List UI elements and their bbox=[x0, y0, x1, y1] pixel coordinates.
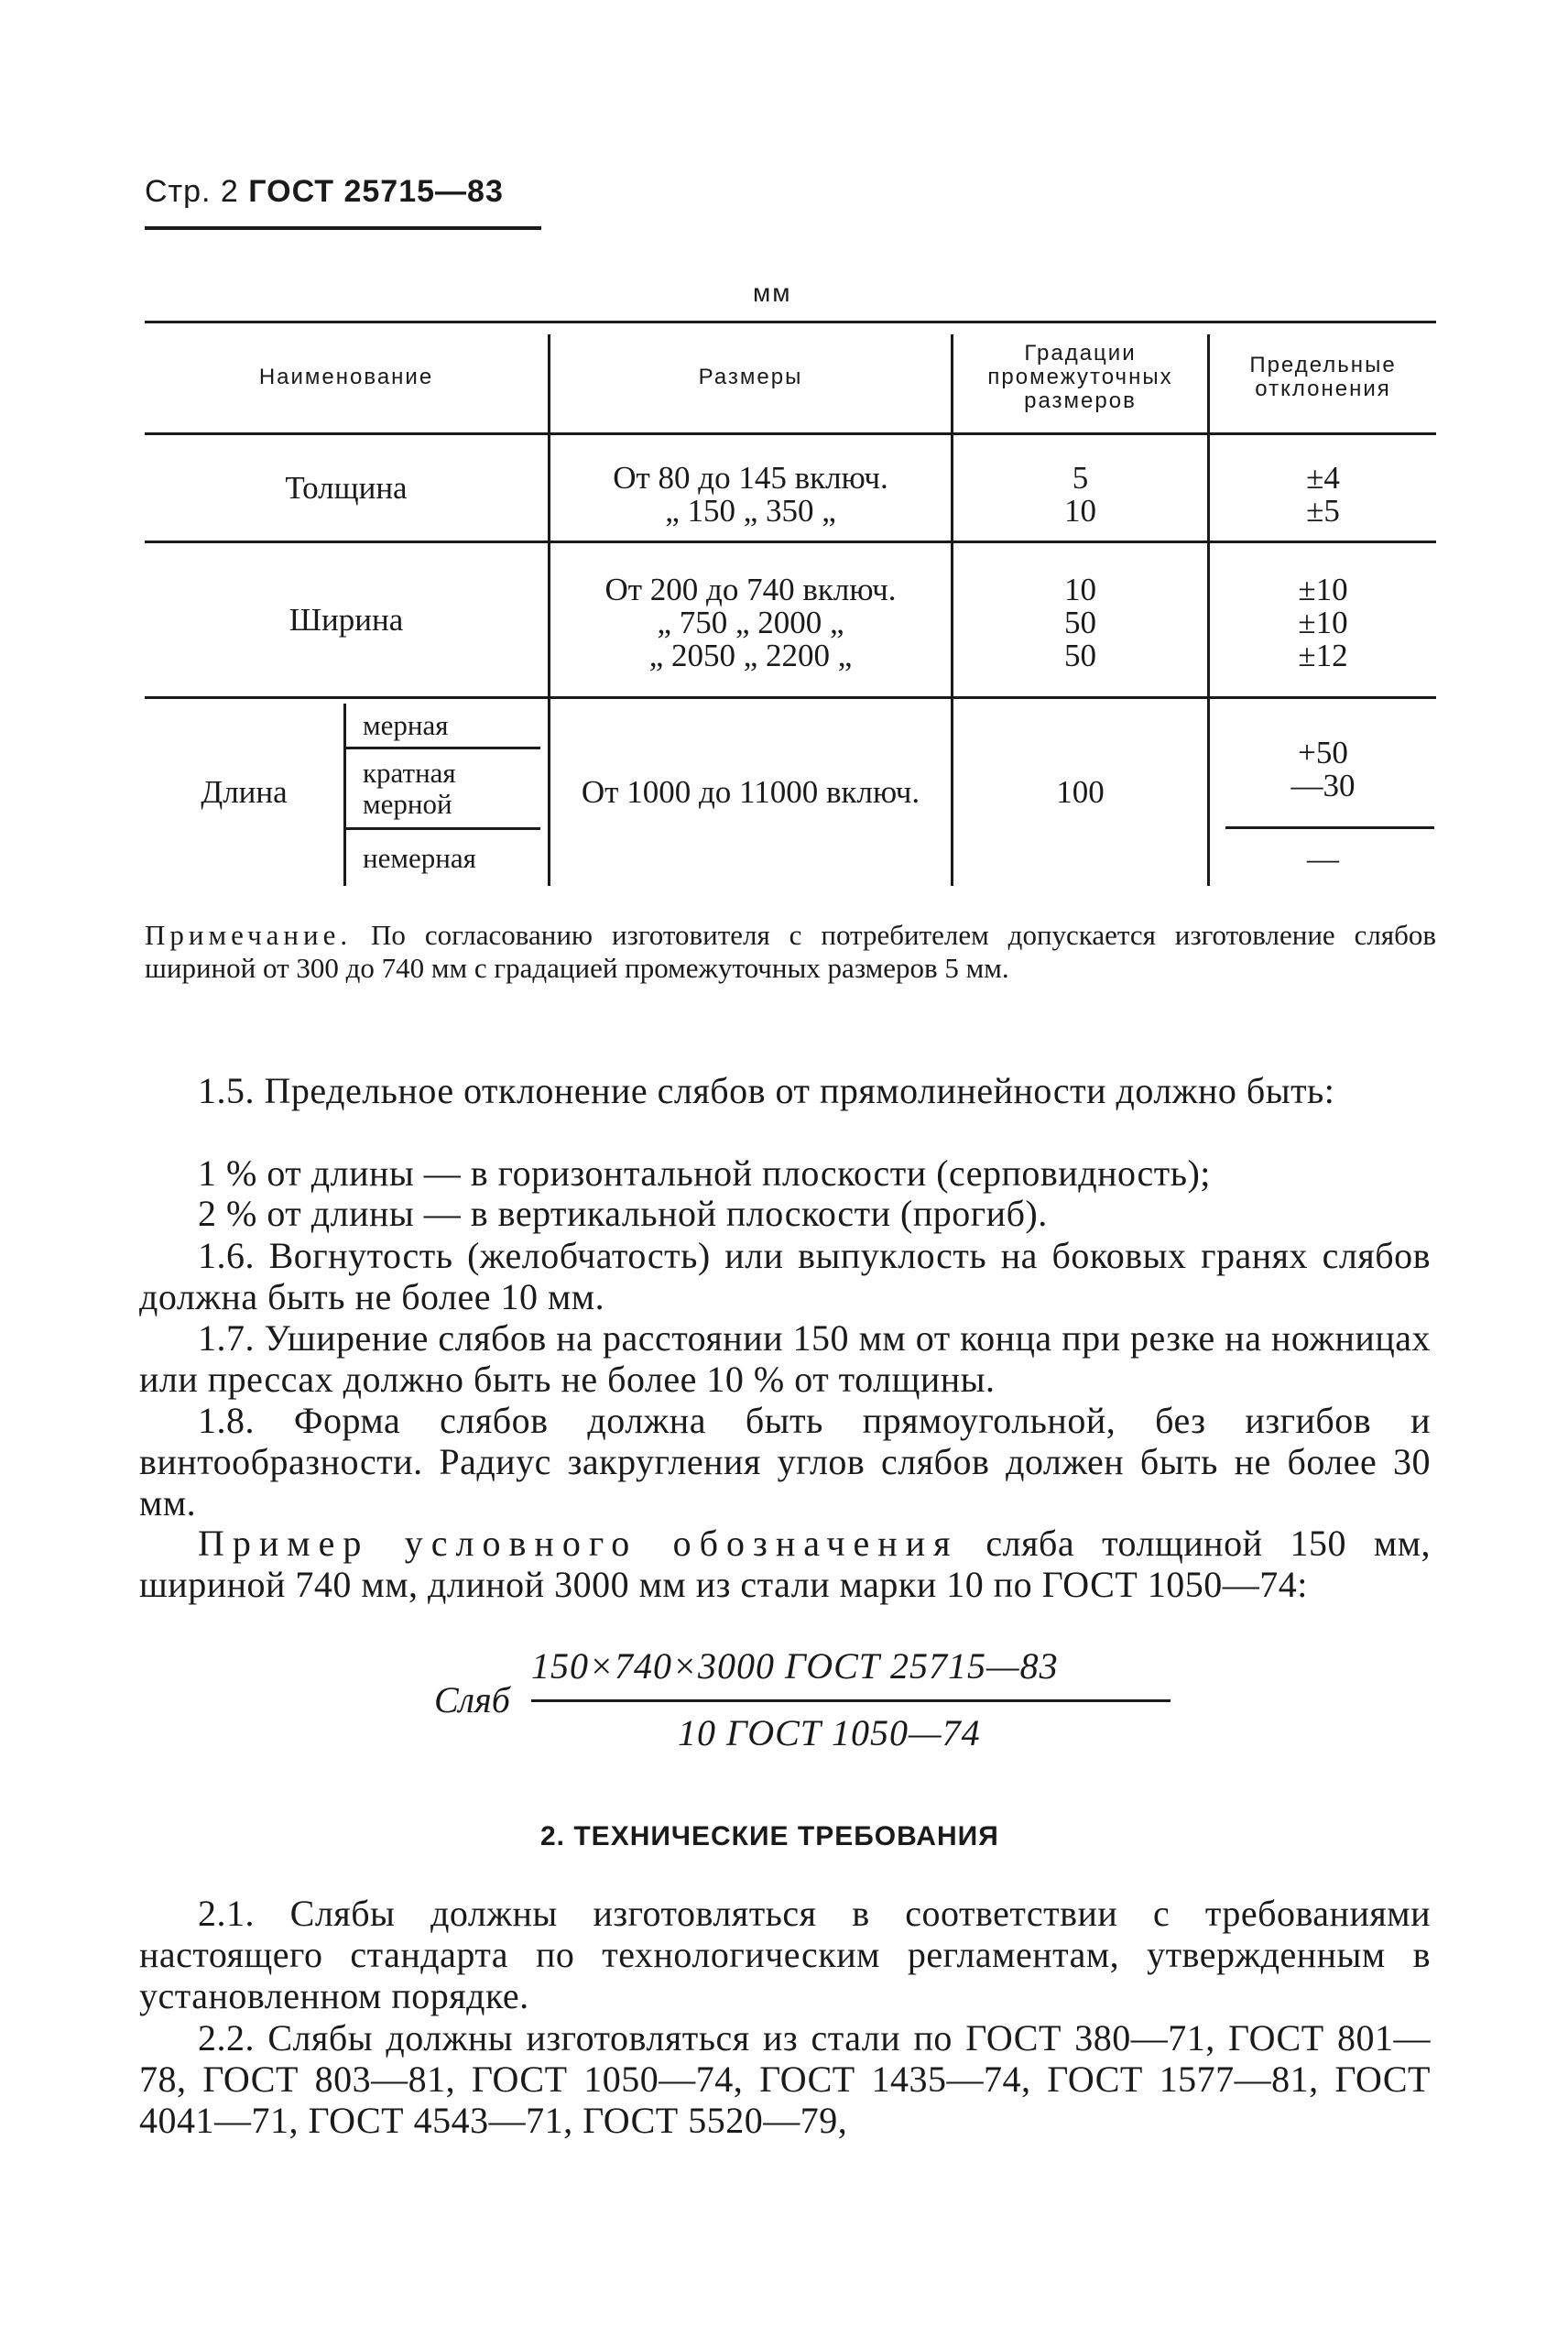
row-thickness-sizes: От 80 до 145 включ. „ 150 „ 350 „ bbox=[613, 460, 888, 529]
row-width-deviations: ±10 ±10 ±12 bbox=[1298, 572, 1348, 673]
row-width-gradations: 10 50 50 bbox=[1064, 572, 1096, 673]
formula-numerator: 150×740×3000 ГОСТ 25715—83 bbox=[531, 1645, 1059, 1687]
designation-example bbox=[139, 1523, 1431, 1605]
header-name: Наименование bbox=[258, 365, 434, 389]
note-text: По согласованию изготовителя с потребителем допускается изготовление слябов шириной от 300 до 740 мм с градацией промежуточных размеров 5 мм. bbox=[145, 919, 1436, 984]
page-header bbox=[145, 174, 504, 210]
clause-2-2: 2.2. Слябы должны изготовляться из стали по ГОСТ 380—71, ГОСТ 801—78, ГОСТ 803—81, ГОСТ 1050—74, ГОСТ 1435—74, ГОСТ 1577—81, ГОСТ 4041—71, ГОСТ 4543—71, ГОСТ 5520—79, bbox=[139, 2017, 1431, 2141]
table-note bbox=[145, 919, 1436, 985]
row-thickness-name: Толщина bbox=[285, 469, 408, 506]
clause-1-6: 1.6. Вогнутость (желобчатость) или выпуклость на боковых гранях слябов должна быть не более 10 мм. bbox=[139, 1235, 1431, 1317]
clause-1-5: 1.5. Предельное отклонение слябов от прямолинейности должно быть: bbox=[198, 1070, 1335, 1111]
row-thickness-deviations: ±4 ±5 bbox=[1306, 460, 1340, 529]
note-label: Примечание. bbox=[145, 919, 353, 951]
row-length-deviation-unmeasured: — bbox=[1307, 840, 1339, 877]
length-sub-multiple: кратная мерной bbox=[363, 756, 456, 820]
clause-1-7: 1.7. Уширение слябов на расстоянии 150 мм от конца при резке на ножницах или прессах должно быть не более 10 % от толщины. bbox=[139, 1317, 1431, 1400]
row-length-sizes: От 1000 до 11000 включ. bbox=[581, 774, 920, 810]
row-thickness-gradations: 5 10 bbox=[1064, 460, 1096, 529]
clause-1-5-a: 1 % от длины — в горизонтальной плоскости (серповидность); bbox=[198, 1152, 1211, 1194]
row-length-name: Длина bbox=[201, 774, 288, 810]
length-sub-unmeasured: немерная bbox=[363, 841, 476, 874]
formula-denominator: 10 ГОСТ 1050—74 bbox=[678, 1712, 981, 1753]
row-length-gradations: 100 bbox=[1056, 774, 1105, 810]
clause-1-8: 1.8. Форма слябов должна быть прямоугольной, без изгибов и винтообразности. Радиус закругления углов слябов должен быть не более 30 мм. bbox=[139, 1400, 1431, 1523]
page-number: Стр. 2 bbox=[145, 174, 239, 209]
row-length-deviations: +50 —30 bbox=[1290, 735, 1356, 803]
formula-fraction-bar bbox=[531, 1699, 1171, 1702]
formula-prefix: Сляб bbox=[434, 1679, 510, 1720]
header-sizes: Размеры bbox=[698, 365, 803, 389]
col-rule-sub bbox=[343, 704, 346, 886]
row-width-name: Ширина bbox=[289, 601, 404, 638]
clause-2-1: 2.1. Слябы должны изготовляться в соответствии с требованиями настоящего стандарта по технологическим регламентам, утвержденным в установленном порядке. bbox=[139, 1893, 1431, 2016]
header-deviations: Предельные отклонения bbox=[1249, 353, 1397, 401]
row-width-sizes: От 200 до 740 включ. „ 750 „ 2000 „ „ 2050 „ 2200 „ bbox=[604, 572, 897, 673]
section-2-title: 2. ТЕХНИЧЕСКИЕ ТРЕБОВАНИЯ bbox=[540, 1821, 999, 1851]
length-sub-measured: мерная bbox=[363, 708, 449, 741]
clause-1-5-b: 2 % от длины — в вертикальной плоскости (прогиб). bbox=[198, 1193, 1048, 1234]
deviation-subrule bbox=[1225, 826, 1434, 829]
header-rule bbox=[145, 226, 541, 230]
example-text: сляба толщиной 150 мм, шириной 740 мм, длиной 3000 мм из стали марки 10 по ГОСТ 1050—74: bbox=[139, 1523, 1432, 1605]
example-label: Пример условного обозначения bbox=[198, 1523, 959, 1564]
header-gradations: Градации промежуточных размеров bbox=[987, 341, 1173, 413]
table-units: мм bbox=[753, 278, 792, 307]
document-code: ГОСТ 25715—83 bbox=[248, 174, 504, 209]
